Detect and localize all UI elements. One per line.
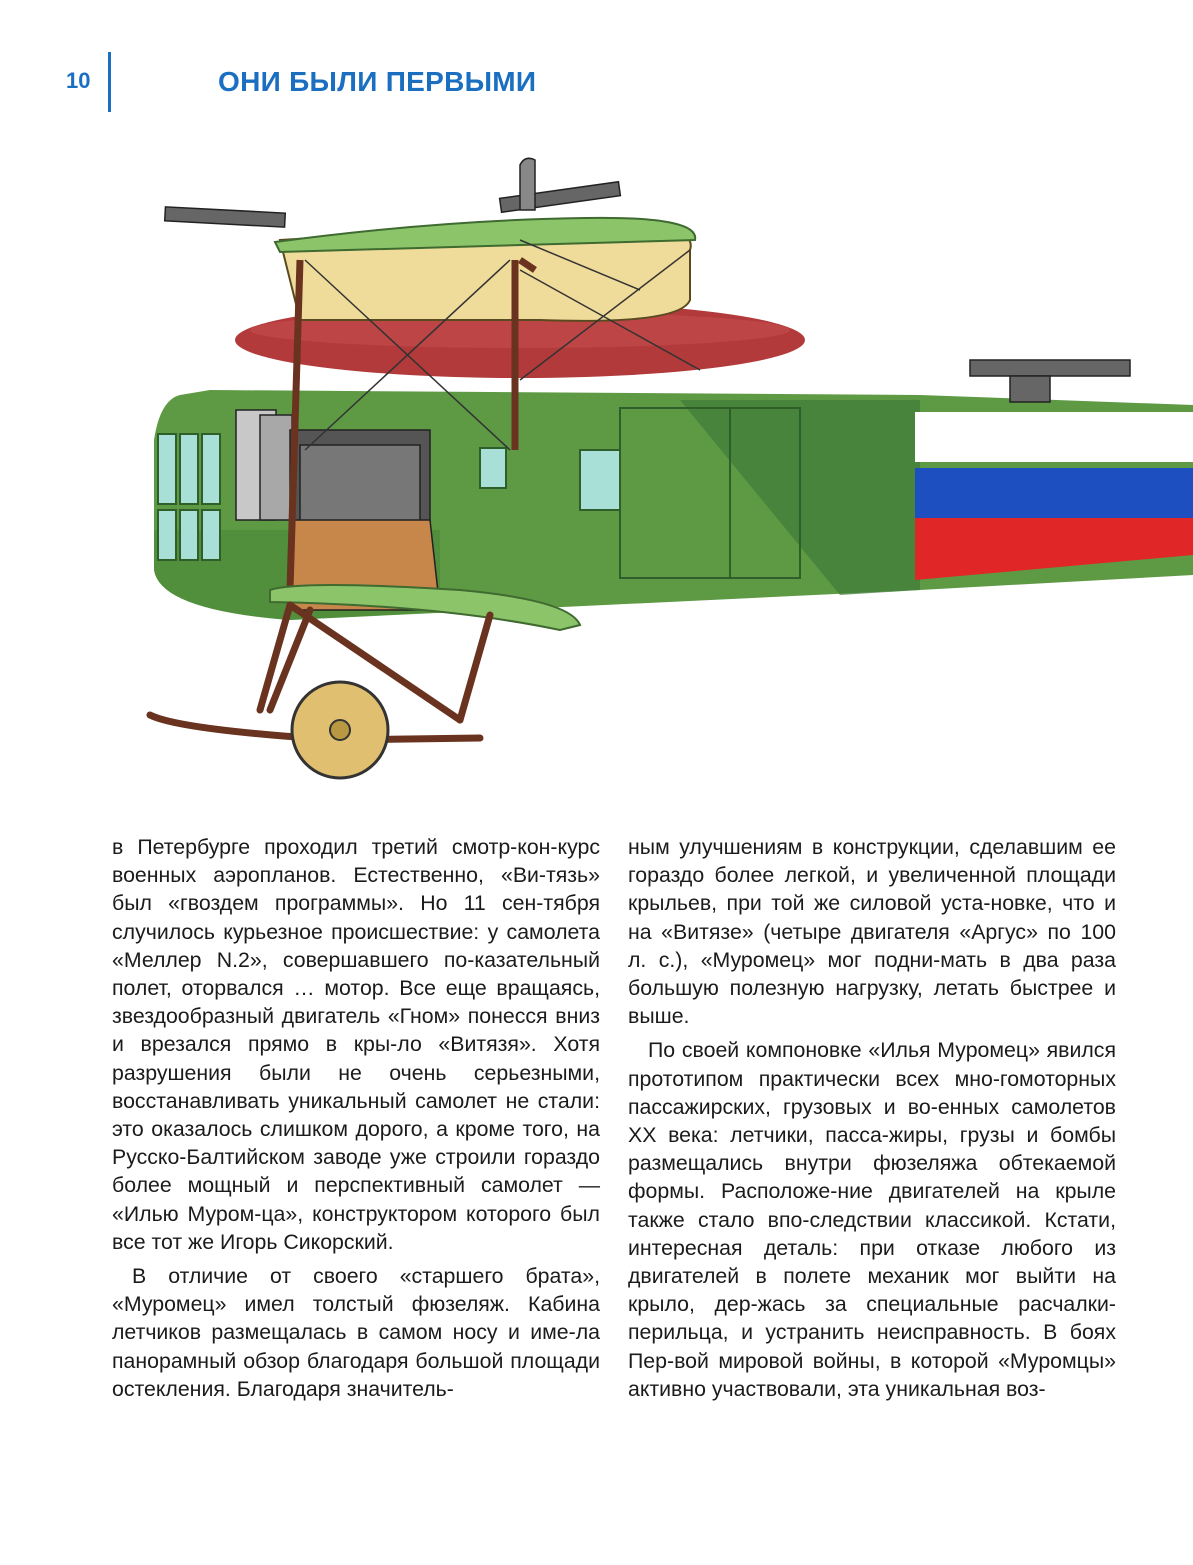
section-title: ОНИ БЫЛИ ПЕРВЫМИ: [218, 66, 537, 97]
header-divider: [108, 52, 111, 112]
page-number: 10: [66, 68, 91, 93]
text-column-left: [112, 833, 600, 1403]
paragraph: ным улучшениям в конструкции, сделавшим ее гораздо более легкой, и увеличенной площади крыльев, при той же силовой уста-новке, что и на «Витязе» (четыре двигателя «Аргус» по 100 л. с.), «Муромец» мог подни-мать в два раза большую полезную нагрузку, летать быстрее и выше.: [628, 835, 1116, 1029]
russian-flag: [915, 412, 1193, 580]
text-column-right: [628, 833, 1116, 1403]
page-header: [0, 0, 1193, 120]
airplane-illustration: [140, 150, 1193, 790]
paragraph: в Петербурге проходил третий смотр-кон-курс военных аэропланов. Естественно, «Ви-тязь» был «гвоздем программы». Но 11 сен-тября случилось курьезное происшествие: у самолета «Меллер N.2», совершавшего по-казательный полет, оторвался … мотор. Все еще вращаясь, звездообразный двигатель «Гном» понесся вниз и врезался прямо в кры-ло «Витязя». Хотя разрушения были не очень серьезными, восстанавливать уникальный самолет не стали: это оказалось слишком дорого, а кроме того, на Русско-Балтийском заводе уже строили гораздо более мощный и перспективный самолет — «Илью Муром-ца», конструктором которого был все тот же Игорь Сикорский.: [112, 835, 600, 1254]
paragraph: По своей компоновке «Илья Муромец» явился прототипом практически всех мно-гомоторных пассажирских, грузовых и во-енных самолетов XX века: летчики, пасса-жиры, грузы и бомбы размещались внутри фюзеляжа обтекаемой формы. Расположе-ние двигателей на крыле также стало впо-следствии классикой. Кстати, интересная деталь: при отказе любого из двигателей в полете механик мог выйти на крыло, дер-жась за специальные расчалки-перильца, и устранить неисправность. В боях Пер-вой мировой войны, в которой «Муромцы» активно участвовали, эта уникальная воз-: [628, 1038, 1116, 1401]
paragraph: В отличие от своего «старшего брата», «Муромец» имел толстый фюзеляж. Кабина летчиков размещалась в самом носу и име-ла панорамный обзор благодаря большой площади остекления. Благодаря значитель-: [112, 1264, 600, 1401]
